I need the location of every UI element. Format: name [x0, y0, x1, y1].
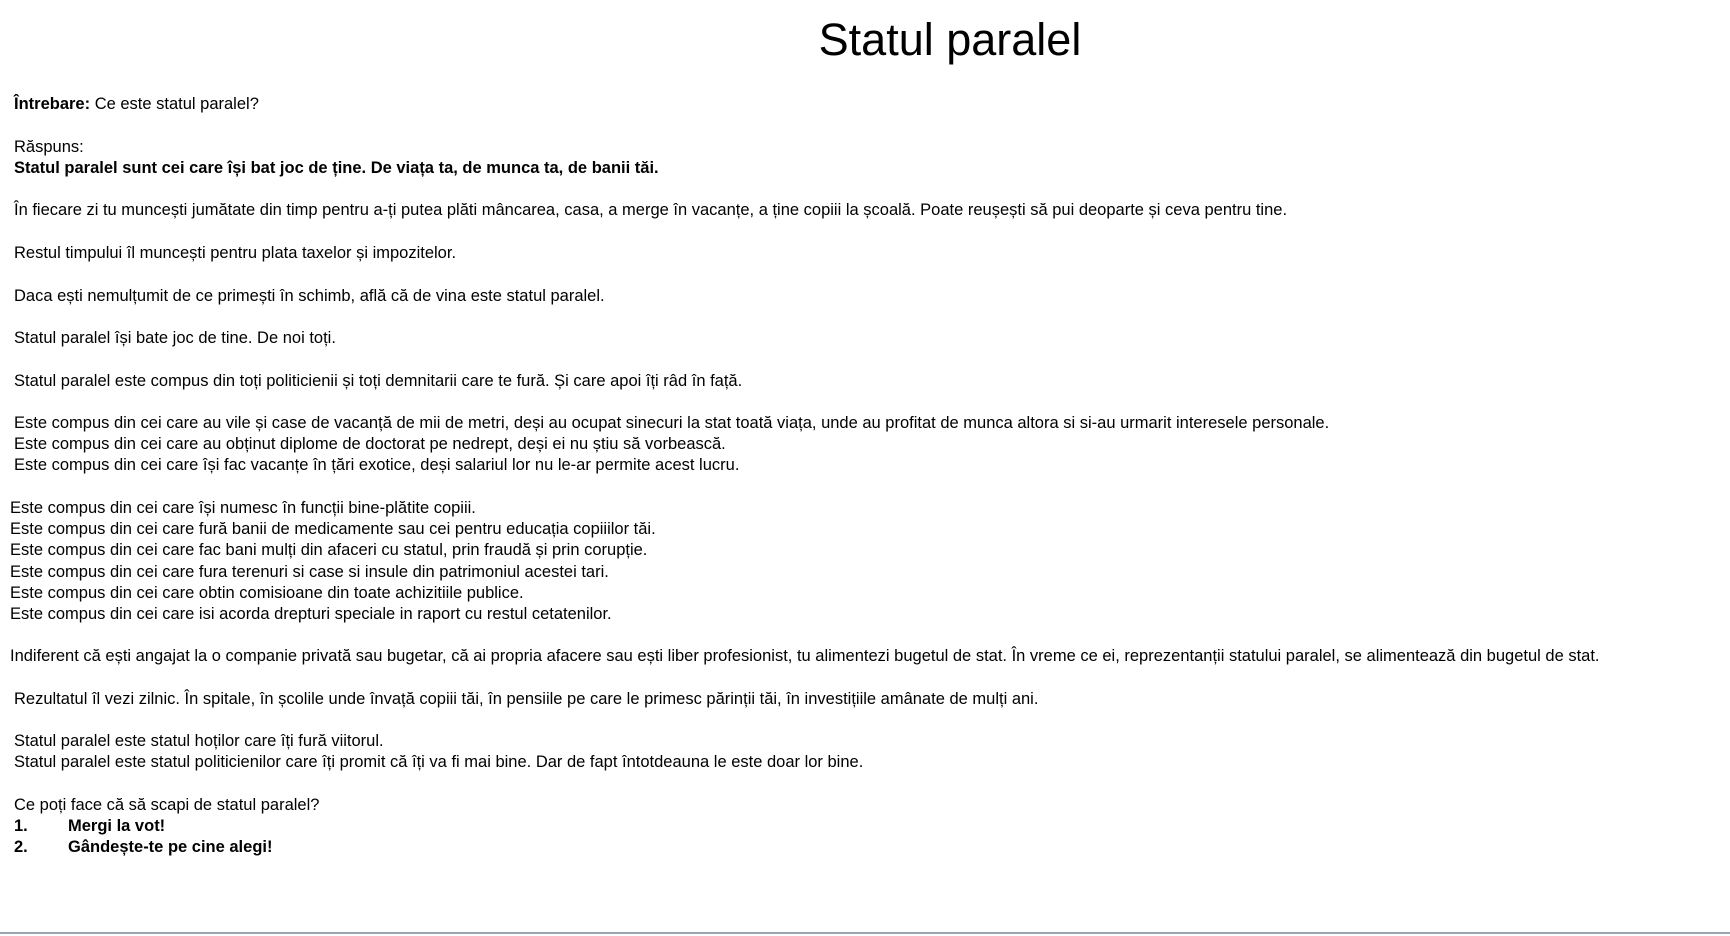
paragraph: Statul paralel își bate joc de tine. De noi toți.	[14, 329, 336, 347]
paragraph: Este compus din cei care își numesc în funcții bine-plătite copiii.	[10, 499, 476, 517]
paragraph: Este compus din cei care isi acorda drepturi speciale in raport cu restul cetatenilor.	[10, 605, 612, 623]
paragraph: Statul paralel este statul politicienilor care îți promit că îți va fi mai bine. Dar de fapt întotdeauna le este doar lor bine.	[14, 753, 864, 771]
paragraph: Este compus din cei care obtin comisioane din toate achizitiile publice.	[10, 584, 524, 602]
bottom-divider	[0, 932, 1730, 934]
paragraph: Este compus din cei care își fac vacanțe în țări exotice, deși salariul lor nu le-ar permite acest lucru.	[14, 456, 740, 474]
paragraph: Restul timpului îl muncești pentru plata taxelor și impozitelor.	[14, 244, 457, 262]
paragraph: Rezultatul îl vezi zilnic. În spitale, în școlile unde învață copiii tăi, în pensiile pe care le primesc părinții tăi, în investițiile amânate de mulți ani.	[14, 690, 1039, 708]
paragraph: Este compus din cei care fură banii de medicamente sau cei pentru educația copiiilor tăi.	[10, 520, 656, 538]
paragraph: Este compus din cei care fura terenuri si case si insule din patrimoniul acestei tari.	[10, 563, 609, 581]
question-label: Întrebare:	[14, 95, 91, 113]
answer-bold-line: Statul paralel sunt cei care își bat joc de ține. De viața ta, de munca ta, de banii tăi.	[14, 159, 659, 177]
paragraph: Statul paralel este statul hoților care îți fură viitorul.	[14, 732, 384, 750]
list-item-number: 1.	[14, 817, 28, 835]
answer-label: Răspuns:	[14, 138, 84, 156]
paragraph: Este compus din cei care au obținut diplome de doctorat pe nedrept, deși ei nu știu să vorbească.	[14, 435, 726, 453]
paragraph: Ce poți face că să scapi de statul paralel?	[14, 796, 320, 814]
list-item	[14, 836, 272, 859]
list-item-number: 2.	[14, 838, 28, 856]
list-item	[14, 815, 165, 838]
paragraph: Este compus din cei care fac bani mulți din afaceri cu statul, prin fraudă și prin corupție.	[10, 541, 648, 559]
list-item-text: Mergi la vot!	[68, 817, 166, 835]
question-text: Ce este statul paralel?	[90, 95, 259, 113]
document-title: Statul paralel	[818, 14, 1082, 65]
question-line	[14, 93, 259, 116]
paragraph: Este compus din cei care au vile și case de vacanță de mii de metri, deși au ocupat sinecuri la stat toată viața, unde au profitat de munca altora si si-au urmarit interesele personale.	[14, 414, 1330, 432]
paragraph: Statul paralel este compus din toți politicienii și toți demnitarii care te fură. Și care apoi îți râd în față.	[14, 372, 743, 390]
list-item-text: Gândește-te pe cine alegi!	[68, 838, 273, 856]
paragraph: Indiferent că ești angajat la o companie privată sau bugetar, că ai propria afacere sau ești liber profesionist, tu alimentezi bugetul de stat. În vreme ce ei, reprezentanții statului paralel, se alimentează din bugetul de stat.	[10, 647, 1600, 665]
paragraph: În fiecare zi tu muncești jumătate din timp pentru a-ți putea plăti mâncarea, casa, a merge în vacanțe, a ține copiii la școală. Poate reușești să pui deoparte și ceva pentru tine.	[14, 201, 1288, 219]
paragraph: Daca ești nemulțumit de ce primești în schimb, află că de vina este statul paralel.	[14, 287, 605, 305]
